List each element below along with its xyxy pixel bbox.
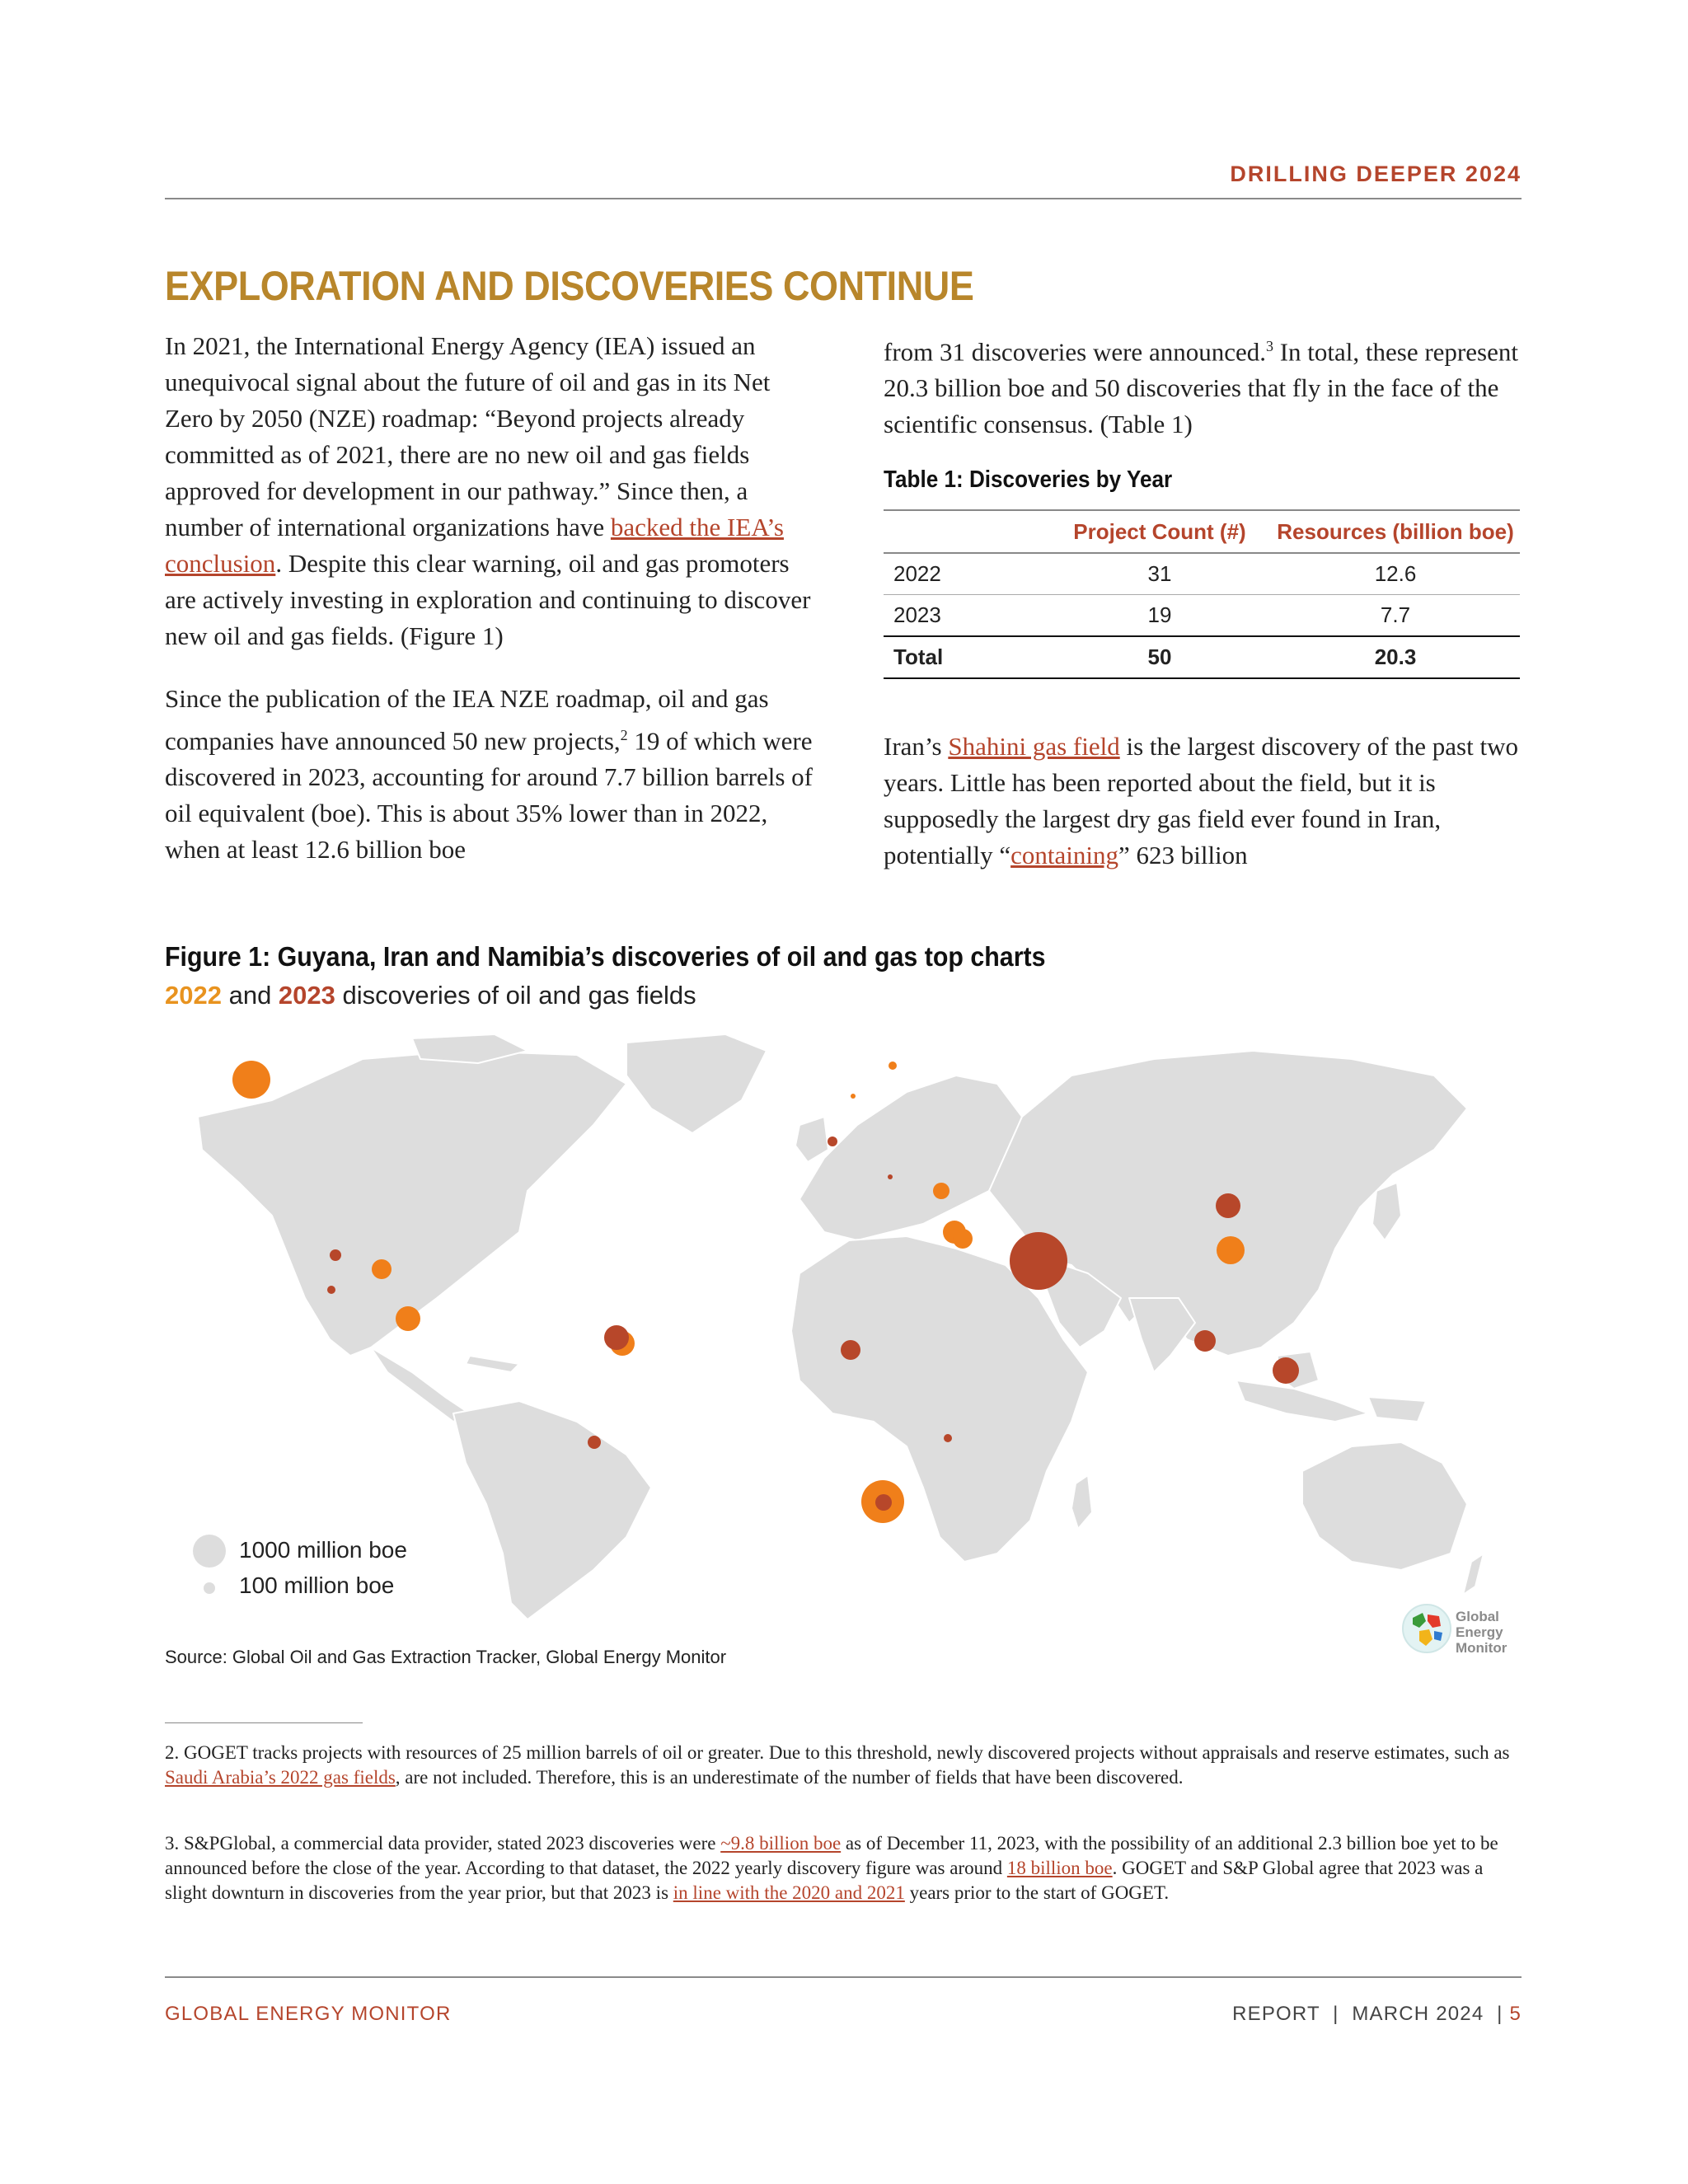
left-paragraph-2 (165, 681, 816, 868)
gem-logo-line3: Monitor (1456, 1640, 1507, 1656)
discovery-2023-west-africa (841, 1340, 860, 1360)
discovery-2022-china-south (1217, 1236, 1245, 1264)
legend-small-label: 100 million boe (239, 1572, 395, 1598)
row-count: 31 (1048, 553, 1271, 595)
header-divider (165, 198, 1522, 199)
central-america-landmass (371, 1347, 470, 1422)
new-zealand-islands (1463, 1554, 1484, 1595)
madagascar-island (1071, 1475, 1092, 1529)
row-resources: 7.7 (1271, 595, 1520, 637)
table-row (884, 553, 1520, 595)
footnote-divider (165, 1722, 363, 1723)
discovery-2023-indonesia (1273, 1357, 1299, 1384)
discovery-2023-iran-shahini (1010, 1232, 1067, 1290)
fn3-text-c: . GOGET and S&P Global agree that 2023 was a slight downturn in discoveries from the year prior, but that 2023 is (165, 1858, 1484, 1903)
left-p2-text-a: Since the publication of the IEA NZE roadmap, oil and gas companies have announced 50 new projects, (165, 684, 769, 756)
subtitle-and: and (221, 981, 279, 1010)
row-year: 2023 (884, 595, 1048, 637)
subtitle-rest: discoveries of oil and gas fields (335, 981, 696, 1010)
globe-logo-icon (1401, 1603, 1452, 1654)
total-resources: 20.3 (1271, 636, 1520, 678)
legend-large-circle (193, 1535, 226, 1568)
footnote-2 (165, 1741, 1521, 1790)
right-p2-text-b: is the largest discovery of the past two years. Little has been reported about the field, but it is supposedly the largest dry gas field ever found in Iran, potentially “ (884, 732, 1518, 869)
iea-conclusion-link[interactable]: backed the IEA’s conclusion (165, 513, 784, 578)
table-header-count: Project Count (#) (1048, 510, 1271, 553)
fn3-text-a: 3. S&PGlobal, a commercial data provider, stated 2023 discoveries were (165, 1833, 721, 1854)
row-year: 2022 (884, 553, 1048, 595)
footer-report-date: REPORT | MARCH 2024 | (1232, 2003, 1503, 2025)
shahini-gas-field-link[interactable]: Shahini gas field (948, 732, 1120, 761)
report-header-title: DRILLING DEEPER 2024 (1230, 162, 1522, 186)
right-p1-text-a: from 31 discoveries were announced. (884, 337, 1266, 367)
discovery-2022-alaska (232, 1061, 270, 1099)
right-p2-text-c: ” 623 billion (1118, 841, 1248, 869)
discoveries-table (884, 509, 1520, 679)
footnote-ref-2[interactable]: 2 (620, 727, 628, 743)
row-resources: 12.6 (1271, 553, 1520, 595)
containing-link[interactable]: containing (1010, 841, 1118, 869)
discovery-2023-mozambique (944, 1434, 952, 1442)
india-subcontinent (1129, 1298, 1195, 1372)
right-column-top (884, 328, 1526, 469)
right-p2-text-a: Iran’s (884, 732, 949, 761)
total-count: 50 (1048, 636, 1271, 678)
footnote-3 (165, 1831, 1521, 1905)
table-header-blank (884, 510, 1048, 553)
discovery-2023-gulf-mexico-a (330, 1249, 341, 1261)
legend-small-circle (204, 1582, 215, 1594)
subtitle-year-2022: 2022 (165, 981, 222, 1010)
discovery-2023-gulf-mexico-b (327, 1286, 335, 1294)
figure-subtitle (165, 981, 696, 1010)
left-p2-text-b: 19 of which were discovered in 2023, accounting for around 7.7 billion barrels of oil equivalent (boe). This is about 35% lower than in 2022, when at least 12.6 billion boe (165, 726, 813, 865)
discovery-2022-norway (889, 1062, 897, 1070)
section-title: EXPLORATION AND DISCOVERIES CONTINUE (165, 263, 974, 309)
uk-island (795, 1117, 828, 1162)
figure-source: Source: Global Oil and Gas Extraction Tracker, Global Energy Monitor (165, 1647, 727, 1667)
discovery-2023-north-sea (828, 1137, 837, 1146)
table-row (884, 595, 1520, 637)
left-paragraph-1 (165, 328, 816, 654)
sp-18-billion-link[interactable]: 18 billion boe (1006, 1858, 1113, 1878)
australia-landmass (1302, 1442, 1467, 1570)
table-title: Table 1: Discoveries by Year (884, 466, 1173, 493)
footnote-ref-3[interactable]: 3 (1265, 338, 1273, 354)
discovery-2022-black-sea (933, 1183, 950, 1199)
saudi-gas-fields-link[interactable]: Saudi Arabia’s 2022 gas fields (165, 1767, 396, 1788)
discovery-2022-east-med-b (953, 1229, 973, 1249)
discovery-2023-namibia (875, 1494, 892, 1511)
discovery-2022-north-sea (851, 1094, 856, 1099)
fn2-text-b: , are not included. Therefore, this is an underestimate of the number of fields that have been discovered. (395, 1767, 1184, 1788)
in-line-2020-2021-link[interactable]: in line with the 2020 and 2021 (673, 1882, 905, 1903)
japan-islands (1372, 1183, 1401, 1240)
legend-large-label: 1000 million boe (239, 1537, 407, 1563)
discovery-2023-bolivia (588, 1436, 601, 1449)
table-header-row (884, 510, 1520, 553)
left-p1-text-b: . Despite this clear warning, oil and gas promoters are actively investing in exploration and continuing to discover new oil and gas fields. (Figure 1) (165, 549, 811, 650)
discovery-2023-china-north (1216, 1193, 1240, 1218)
table-total-row (884, 636, 1520, 678)
gem-logo-line1: Global (1456, 1609, 1499, 1624)
footer-divider (165, 1976, 1522, 1978)
sp-9-8-billion-link[interactable]: ~9.8 billion boe (720, 1833, 842, 1854)
row-count: 19 (1048, 595, 1271, 637)
right-p1-text-b: In total, these represent 20.3 billion boe and 50 discoveries that fly in the face of the scientific consensus. (Table 1) (884, 337, 1518, 439)
discovery-2023-vietnam (1194, 1330, 1216, 1352)
left-p1-text-a: In 2021, the International Energy Agency (IEA) issued an unequivocal signal about the future of oil and gas in its Net Zero by 2050 (NZE) roadmap: “Beyond projects already committed as of 2021, there are no new oil and gas fields approved for development in our pathway.” Since then, a number of international organizations have (165, 331, 771, 541)
fn3-text-b: as of December 11, 2023, with the possibility of an additional 2.3 billion boe yet to be announced before the close of the year. According to that dataset, the 2022 yearly discovery figure was around (165, 1833, 1498, 1878)
greenland-landmass (626, 1034, 767, 1133)
fn2-text-a: 2. GOGET tracks projects with resources of 25 million barrels of oil or greater. Due to this threshold, newly discovered projects without appraisals and reserve estimates, such as (165, 1742, 1510, 1763)
right-column-bottom (884, 729, 1526, 900)
new-guinea-island (1368, 1397, 1426, 1422)
south-america-landmass (453, 1401, 651, 1619)
cuba-island (466, 1356, 519, 1372)
fn3-text-d: years prior to the start of GOGET. (904, 1882, 1170, 1903)
figure-title: Figure 1: Guyana, Iran and Namibia’s discoveries of oil and gas top charts (165, 941, 1046, 972)
right-paragraph-2 (884, 729, 1526, 874)
subtitle-year-2023: 2023 (278, 981, 335, 1010)
left-column (165, 328, 816, 894)
europe-landmass (799, 1076, 1022, 1240)
total-label: Total (884, 636, 1048, 678)
page-number: 5 (1509, 2003, 1522, 2025)
discovery-2022-caribbean (396, 1306, 420, 1331)
footer-org-name: GLOBAL ENERGY MONITOR (165, 2003, 452, 2025)
discovery-2023-guyana (604, 1325, 629, 1350)
table-header-resources: Resources (billion boe) (1271, 510, 1520, 553)
gem-logo-line2: Energy (1456, 1624, 1503, 1640)
discovery-2022-gulf-mexico (372, 1259, 392, 1279)
footer-report-info (1232, 2003, 1522, 2026)
right-paragraph-1 (884, 328, 1526, 443)
discovery-2023-italy (888, 1174, 893, 1179)
